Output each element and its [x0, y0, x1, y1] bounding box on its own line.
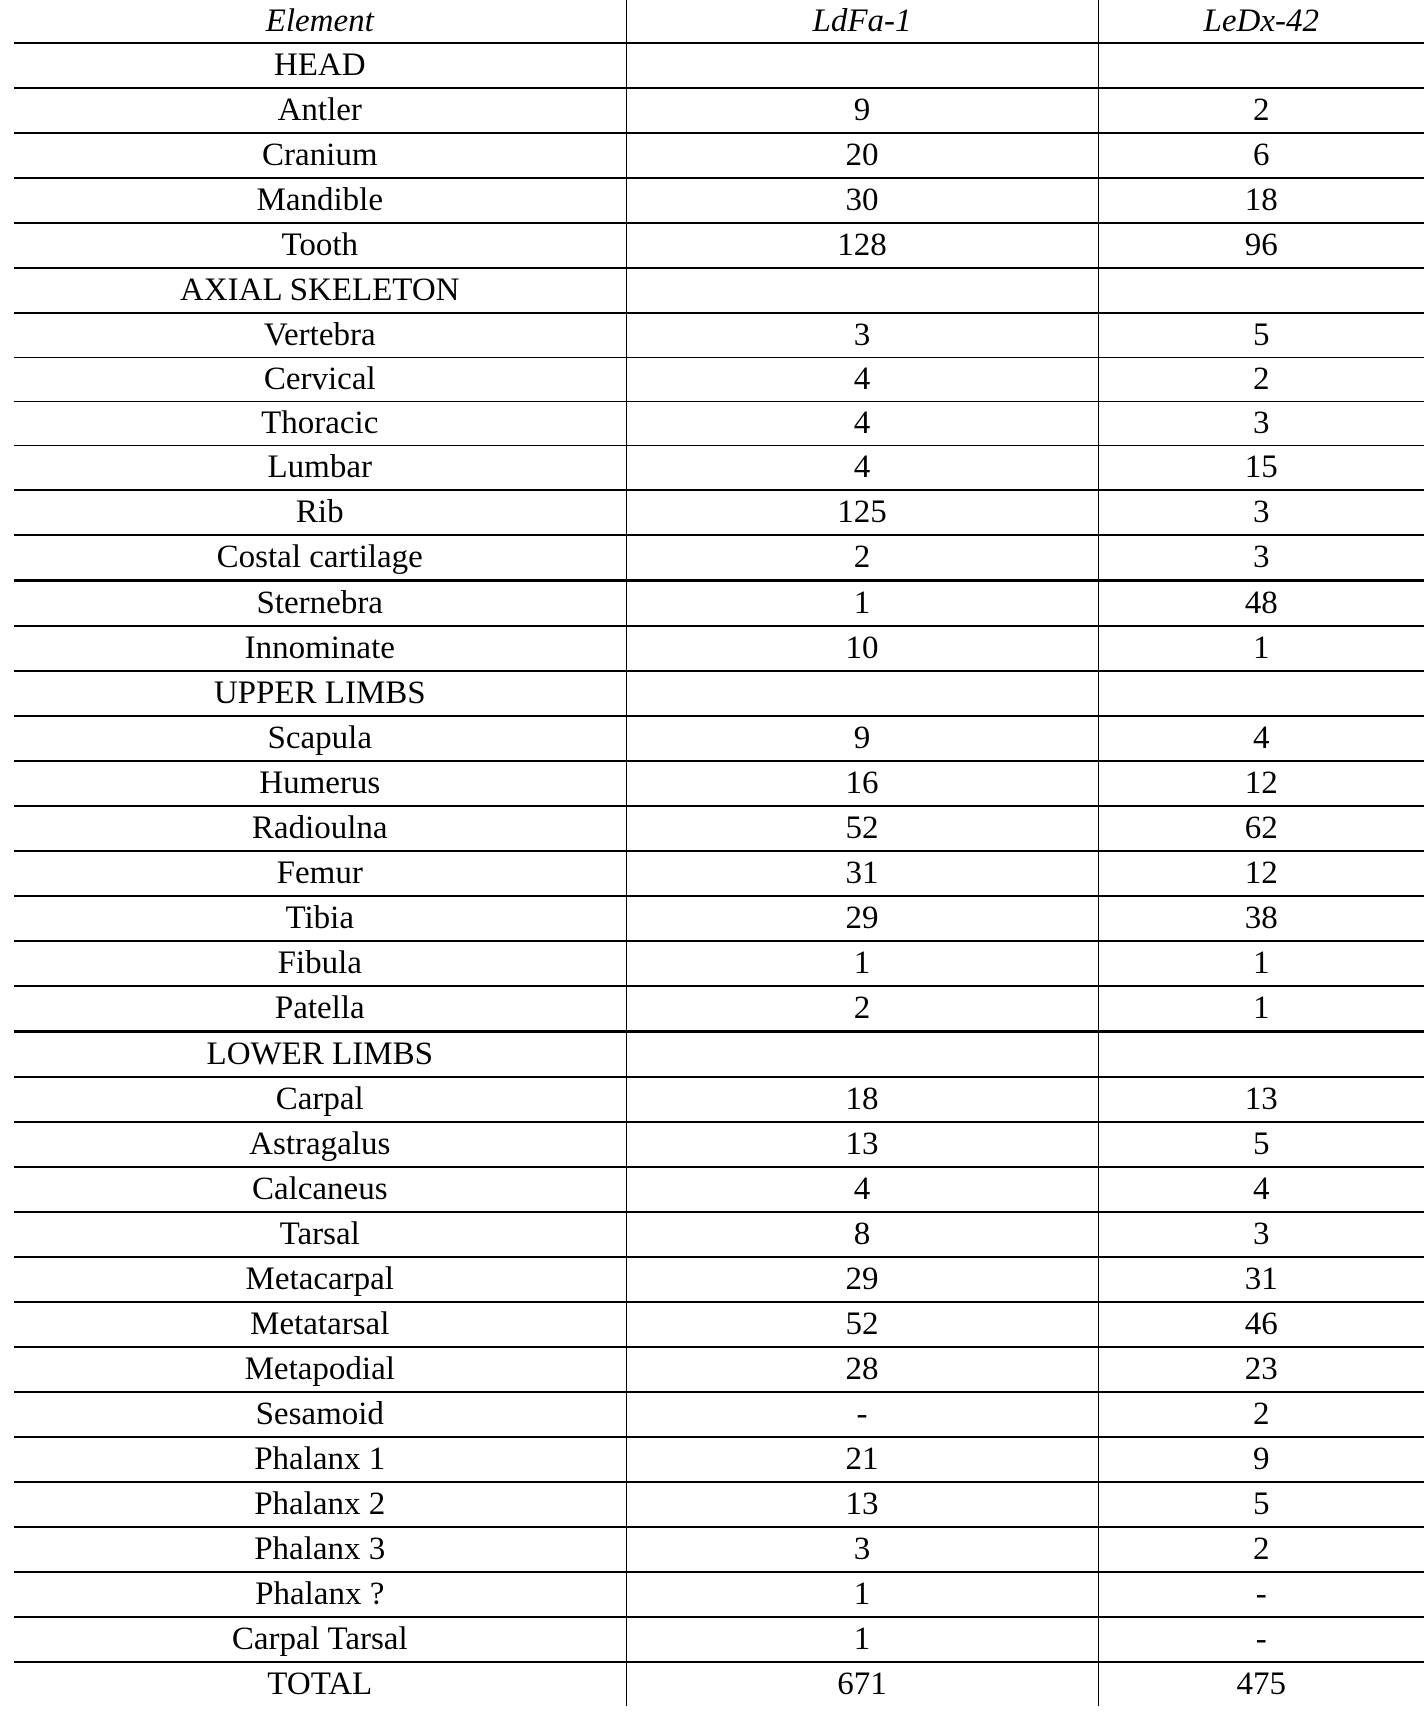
column-header-ldfa-1: LdFa-1 [626, 0, 1098, 43]
ledx-42-count-cell: 46 [1098, 1302, 1424, 1347]
ldfa-1-count-cell: 31 [626, 851, 1098, 896]
table-row [14, 1392, 1424, 1437]
ldfa-1-count-cell: 52 [626, 806, 1098, 851]
ledx-42-count-cell: 31 [1098, 1257, 1424, 1302]
ldfa-1-count-cell: 3 [626, 1527, 1098, 1572]
table-row [14, 761, 1424, 806]
ledx-42-count-cell: 1 [1098, 626, 1424, 671]
ldfa-1-count-cell: 9 [626, 716, 1098, 761]
ledx-42-count-cell: 12 [1098, 761, 1424, 806]
element-cell: Lumbar [14, 446, 626, 491]
column-header-ledx-42: LeDx-42 [1098, 0, 1424, 43]
table-row [14, 1167, 1424, 1212]
element-cell: Cervical [14, 358, 626, 402]
ldfa-1-count-cell: 30 [626, 178, 1098, 223]
ldfa-1-count-cell: 128 [626, 223, 1098, 268]
element-cell: Tarsal [14, 1212, 626, 1257]
ledx-42-count-cell: - [1098, 1572, 1424, 1617]
ldfa-1-count-cell: 3 [626, 313, 1098, 358]
ldfa-1-count-cell [626, 268, 1098, 313]
ldfa-1-count-cell: 13 [626, 1482, 1098, 1527]
ledx-42-count-cell [1098, 671, 1424, 716]
table-row [14, 581, 1424, 627]
ledx-42-count-cell [1098, 43, 1424, 88]
ledx-42-count-cell: 1 [1098, 986, 1424, 1032]
skeletal-element-table [14, 0, 1424, 1706]
section-row [14, 1032, 1424, 1078]
table-row [14, 1302, 1424, 1347]
ledx-42-count-cell: 2 [1098, 358, 1424, 402]
element-cell: Metacarpal [14, 1257, 626, 1302]
table-row [14, 1122, 1424, 1167]
table-row [14, 1257, 1424, 1302]
element-cell: Mandible [14, 178, 626, 223]
ldfa-1-count-cell [626, 43, 1098, 88]
ldfa-1-count-cell: 28 [626, 1347, 1098, 1392]
element-cell: Radioulna [14, 806, 626, 851]
ledx-42-count-cell: 12 [1098, 851, 1424, 896]
ldfa-1-count-cell: 16 [626, 761, 1098, 806]
ledx-42-count-cell [1098, 1032, 1424, 1078]
table-body [14, 43, 1424, 1706]
table-row [14, 806, 1424, 851]
section-row [14, 43, 1424, 88]
table-row [14, 626, 1424, 671]
ldfa-1-count-cell: 13 [626, 1122, 1098, 1167]
ldfa-1-count-cell: 8 [626, 1212, 1098, 1257]
table-row [14, 313, 1424, 358]
element-cell: Femur [14, 851, 626, 896]
ldfa-1-count-cell: 4 [626, 1167, 1098, 1212]
ledx-42-count-cell: 18 [1098, 178, 1424, 223]
element-cell: UPPER LIMBS [14, 671, 626, 716]
element-cell: Vertebra [14, 313, 626, 358]
total-row [14, 1662, 1424, 1706]
table-row [14, 1527, 1424, 1572]
table-row [14, 896, 1424, 941]
element-cell: Carpal Tarsal [14, 1617, 626, 1662]
element-cell: Innominate [14, 626, 626, 671]
element-cell: Antler [14, 88, 626, 133]
element-cell: Tooth [14, 223, 626, 268]
ledx-42-count-cell: 2 [1098, 1527, 1424, 1572]
table-header-row [14, 0, 1424, 43]
ledx-42-count-cell: 5 [1098, 1482, 1424, 1527]
ldfa-1-count-cell: 21 [626, 1437, 1098, 1482]
ledx-42-count-cell: 62 [1098, 806, 1424, 851]
ledx-42-count-cell: 3 [1098, 1212, 1424, 1257]
element-cell: Patella [14, 986, 626, 1032]
table-row [14, 1617, 1424, 1662]
table-row [14, 446, 1424, 491]
element-cell: Humerus [14, 761, 626, 806]
ledx-42-count-cell: 3 [1098, 490, 1424, 535]
table-row [14, 1437, 1424, 1482]
element-cell: AXIAL SKELETON [14, 268, 626, 313]
table-row [14, 133, 1424, 178]
table-row [14, 1347, 1424, 1392]
skeletal-element-table-container [14, 0, 1424, 1706]
ledx-42-count-cell: 23 [1098, 1347, 1424, 1392]
table-row [14, 490, 1424, 535]
table-row [14, 716, 1424, 761]
ldfa-1-count-cell [626, 671, 1098, 716]
ldfa-1-count-cell: 1 [626, 581, 1098, 627]
element-cell: Phalanx 1 [14, 1437, 626, 1482]
column-header-element: Element [14, 0, 626, 43]
ledx-42-count-cell: 2 [1098, 88, 1424, 133]
ledx-42-count-cell: 4 [1098, 1167, 1424, 1212]
table-row [14, 88, 1424, 133]
ldfa-1-count-cell: 29 [626, 896, 1098, 941]
element-cell: Rib [14, 490, 626, 535]
ledx-42-count-cell: 48 [1098, 581, 1424, 627]
ldfa-1-count-cell: - [626, 1392, 1098, 1437]
element-cell: Fibula [14, 941, 626, 986]
table-row [14, 1572, 1424, 1617]
ldfa-1-count-cell: 10 [626, 626, 1098, 671]
ledx-42-count-cell [1098, 268, 1424, 313]
ldfa-1-count-cell: 4 [626, 402, 1098, 446]
element-cell: LOWER LIMBS [14, 1032, 626, 1078]
element-cell: Tibia [14, 896, 626, 941]
ledx-42-count-cell: 9 [1098, 1437, 1424, 1482]
element-cell: Sesamoid [14, 1392, 626, 1437]
section-row [14, 268, 1424, 313]
ldfa-1-count-cell: 18 [626, 1077, 1098, 1122]
ledx-42-count-cell: 6 [1098, 133, 1424, 178]
table-row [14, 402, 1424, 446]
table-row [14, 1212, 1424, 1257]
element-cell: Calcaneus [14, 1167, 626, 1212]
ldfa-1-count-cell: 1 [626, 1617, 1098, 1662]
ldfa-1-count-cell: 52 [626, 1302, 1098, 1347]
ldfa-1-count-cell: 1 [626, 941, 1098, 986]
element-cell: Phalanx 2 [14, 1482, 626, 1527]
ledx-42-count-cell: 1 [1098, 941, 1424, 986]
ledx-42-count-cell: - [1098, 1617, 1424, 1662]
table-row [14, 1077, 1424, 1122]
table-row [14, 358, 1424, 402]
table-row [14, 941, 1424, 986]
ledx-42-count-cell: 13 [1098, 1077, 1424, 1122]
ldfa-1-count-cell: 1 [626, 1572, 1098, 1617]
table-row [14, 535, 1424, 581]
element-cell: Metapodial [14, 1347, 626, 1392]
ldfa-1-count-cell: 20 [626, 133, 1098, 178]
section-row [14, 671, 1424, 716]
ldfa-1-count-cell [626, 1032, 1098, 1078]
table-row [14, 178, 1424, 223]
ledx-42-count-cell: 15 [1098, 446, 1424, 491]
ledx-42-count-cell: 3 [1098, 402, 1424, 446]
element-cell: Sternebra [14, 581, 626, 627]
ledx-42-count-cell: 2 [1098, 1392, 1424, 1437]
ledx-42-count-cell: 38 [1098, 896, 1424, 941]
ldfa-1-count-cell: 2 [626, 535, 1098, 581]
ldfa-1-count-cell: 29 [626, 1257, 1098, 1302]
element-cell: Scapula [14, 716, 626, 761]
ldfa-1-count-cell: 9 [626, 88, 1098, 133]
ldfa-1-count-cell: 4 [626, 446, 1098, 491]
ldfa-1-count-cell: 671 [626, 1662, 1098, 1706]
element-cell: Astragalus [14, 1122, 626, 1167]
element-cell: Thoracic [14, 402, 626, 446]
element-cell: Carpal [14, 1077, 626, 1122]
table-row [14, 986, 1424, 1032]
ledx-42-count-cell: 96 [1098, 223, 1424, 268]
element-cell: Phalanx ? [14, 1572, 626, 1617]
ldfa-1-count-cell: 125 [626, 490, 1098, 535]
ldfa-1-count-cell: 4 [626, 358, 1098, 402]
element-cell: Costal cartilage [14, 535, 626, 581]
ledx-42-count-cell: 3 [1098, 535, 1424, 581]
ledx-42-count-cell: 475 [1098, 1662, 1424, 1706]
element-cell: Metatarsal [14, 1302, 626, 1347]
element-cell: HEAD [14, 43, 626, 88]
ledx-42-count-cell: 4 [1098, 716, 1424, 761]
element-cell: TOTAL [267, 1666, 373, 1702]
table-row [14, 223, 1424, 268]
element-cell: Cranium [14, 133, 626, 178]
table-row [14, 851, 1424, 896]
ldfa-1-count-cell: 2 [626, 986, 1098, 1032]
ledx-42-count-cell: 5 [1098, 1122, 1424, 1167]
element-cell: Phalanx 3 [14, 1527, 626, 1572]
ledx-42-count-cell: 5 [1098, 313, 1424, 358]
table-row [14, 1482, 1424, 1527]
